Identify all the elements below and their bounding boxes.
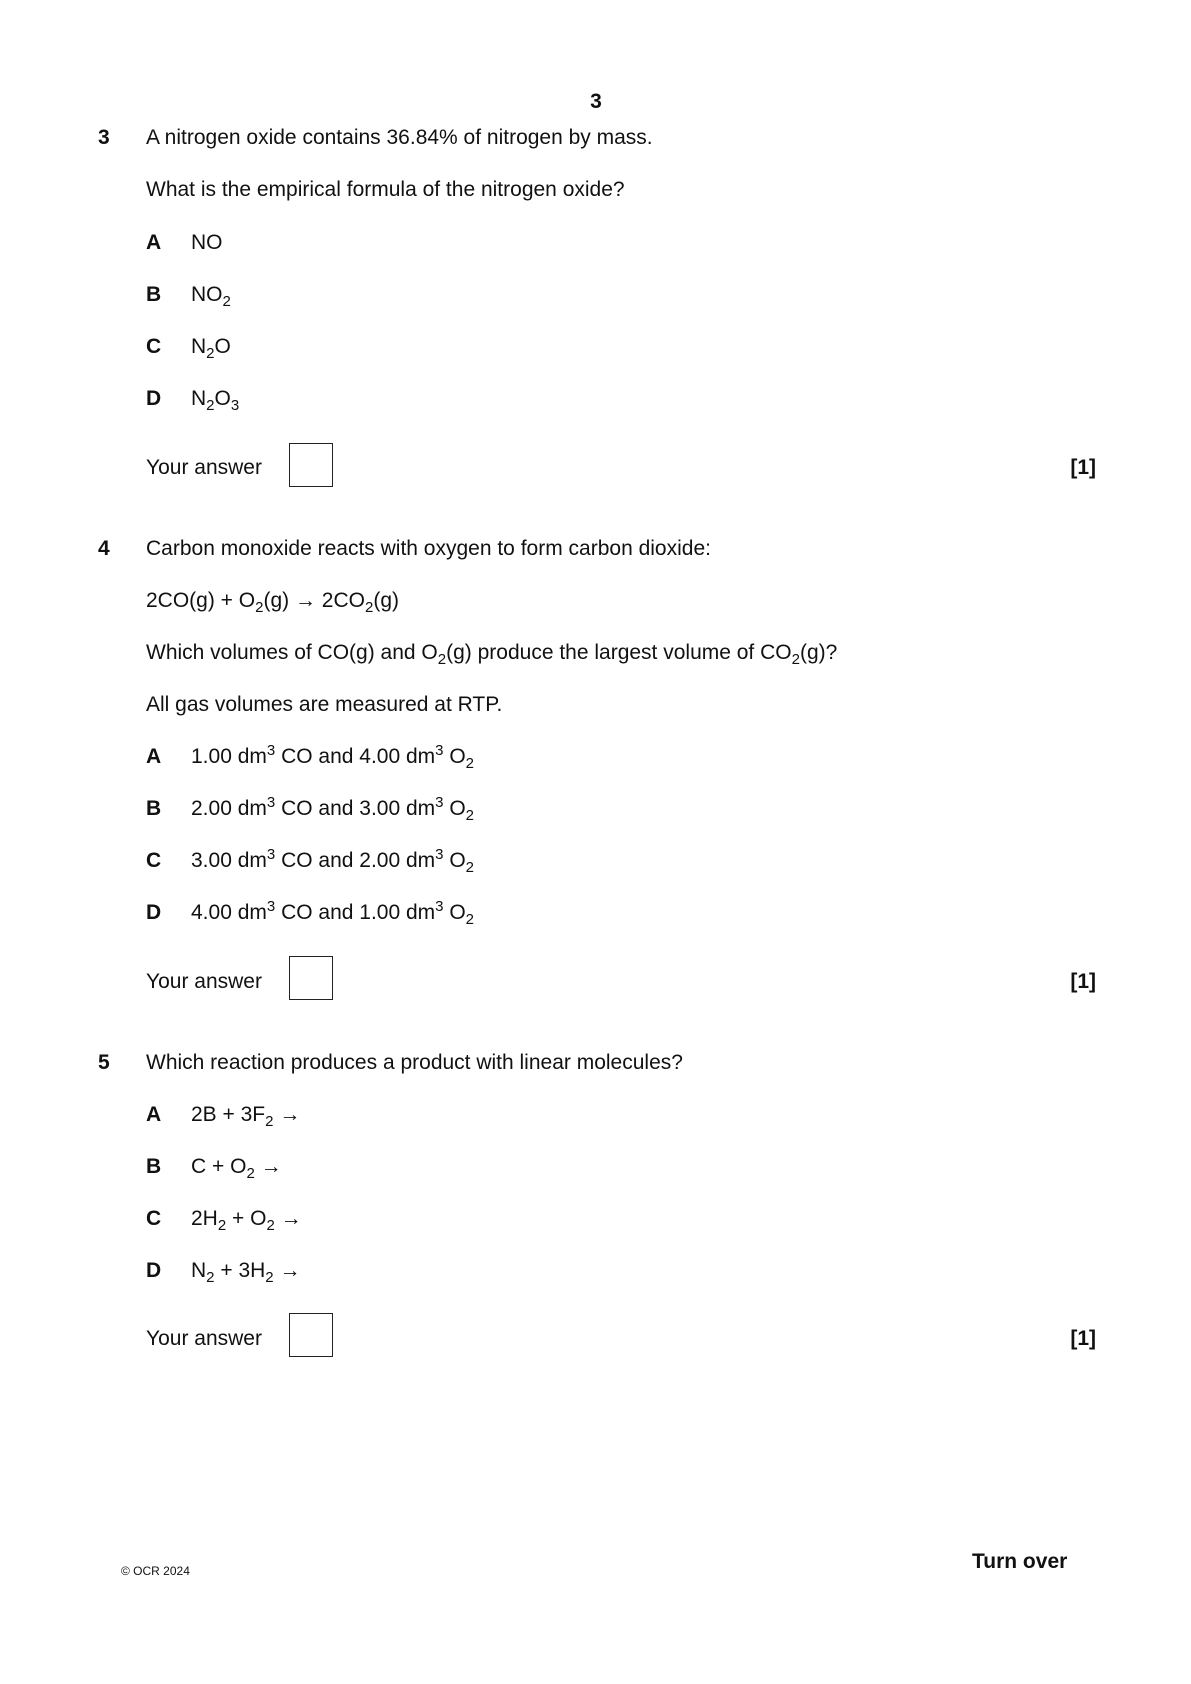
text-fragment: All gas volumes are measured at RTP.	[146, 693, 503, 716]
text-fragment: O	[443, 797, 466, 820]
text-fragment: (g)?	[799, 641, 838, 664]
page-number: 3	[590, 90, 602, 113]
option-text	[191, 1155, 282, 1182]
option-letter: B	[146, 283, 162, 306]
text-fragment: 3.00 dm	[191, 849, 267, 872]
superscript: 3	[435, 846, 444, 863]
question-stem	[146, 693, 502, 717]
option-text	[191, 1207, 302, 1234]
question-stem: A nitrogen oxide contains 36.84% of nitrogen by mass.	[146, 126, 653, 149]
subscript: 2	[206, 1269, 215, 1286]
option-letter: A	[146, 745, 162, 768]
answer-label: Your answer	[146, 970, 262, 993]
text-fragment: N	[191, 1259, 207, 1282]
marks: [1]	[1070, 456, 1096, 479]
text-fragment: 4.00 dm	[191, 901, 267, 924]
subscript: 2	[791, 651, 800, 668]
subscript: 2	[217, 1217, 227, 1234]
text-fragment: (g) → 2CO	[263, 589, 365, 612]
text-fragment: (g)	[373, 589, 399, 612]
text-fragment: NO	[191, 283, 223, 306]
option-text	[191, 794, 475, 824]
text-fragment: O	[443, 745, 466, 768]
option-letter: C	[146, 1207, 162, 1230]
text-fragment: →	[274, 1207, 302, 1230]
copyright-footer: © OCR 2024	[121, 1564, 190, 1578]
text-fragment: (g) produce the largest volume of CO	[446, 641, 792, 664]
text-fragment: →	[273, 1103, 301, 1126]
superscript: 3	[266, 898, 276, 915]
question-number: 5	[98, 1051, 110, 1074]
option-text	[191, 898, 475, 928]
text-fragment: 2.00 dm	[191, 797, 267, 820]
text-fragment: + O	[226, 1207, 267, 1230]
text-fragment: CO and 2.00 dm	[275, 849, 436, 872]
superscript: 3	[435, 898, 444, 915]
subscript: 2	[255, 599, 264, 616]
text-fragment: CO and 4.00 dm	[275, 745, 436, 768]
subscript: 2	[465, 859, 475, 876]
subscript: 2	[222, 293, 231, 310]
text-fragment: Carbon monoxide reacts with oxygen to form carbon dioxide:	[146, 537, 711, 560]
subscript: 2	[465, 911, 475, 928]
question-stem: Which reaction produces a product with linear molecules?	[146, 1051, 683, 1074]
marks: [1]	[1070, 1327, 1096, 1350]
option-text	[191, 1259, 301, 1286]
text-fragment: O	[443, 901, 466, 924]
option-letter: A	[146, 231, 162, 254]
subscript: 3	[230, 397, 240, 414]
question-number: 3	[98, 126, 110, 149]
text-fragment: CO and 1.00 dm	[275, 901, 436, 924]
text-fragment: + 3H	[214, 1259, 266, 1282]
option-letter: D	[146, 901, 162, 924]
option-text	[191, 231, 223, 255]
text-fragment: CO and 3.00 dm	[275, 797, 436, 820]
subscript: 2	[206, 397, 215, 414]
option-text	[191, 846, 475, 876]
superscript: 3	[435, 742, 444, 759]
text-fragment: O	[443, 849, 466, 872]
subscript: 2	[465, 807, 475, 824]
text-fragment: 2B + 3F	[191, 1103, 266, 1126]
marks: [1]	[1070, 970, 1096, 993]
turn-over-footer: Turn over	[972, 1550, 1068, 1573]
subscript: 2	[364, 599, 374, 616]
equation	[146, 589, 399, 616]
text-fragment: O	[214, 335, 231, 358]
option-text	[191, 387, 240, 414]
question-number: 4	[98, 537, 110, 560]
text-fragment: N	[191, 335, 207, 358]
subscript: 2	[266, 1217, 275, 1234]
superscript: 3	[266, 794, 276, 811]
text-fragment: N	[191, 387, 207, 410]
answer-label: Your answer	[146, 1327, 262, 1350]
option-letter: D	[146, 387, 162, 410]
question-stem	[146, 641, 838, 668]
option-text	[191, 742, 475, 772]
text-fragment: →	[273, 1259, 301, 1282]
subscript: 2	[437, 651, 447, 668]
text-fragment: NO	[191, 231, 223, 254]
option-letter: B	[146, 797, 162, 820]
question-stem: What is the empirical formula of the nitrogen oxide?	[146, 178, 625, 201]
text-fragment: C + O	[191, 1155, 247, 1178]
answer-box[interactable]	[289, 1313, 333, 1357]
subscript: 2	[206, 345, 215, 362]
subscript: 2	[265, 1269, 274, 1286]
text-fragment: →	[254, 1155, 282, 1178]
superscript: 3	[435, 794, 444, 811]
subscript: 2	[265, 1113, 274, 1130]
answer-box[interactable]	[289, 443, 333, 487]
text-fragment: 2H	[191, 1207, 218, 1230]
option-letter: A	[146, 1103, 162, 1126]
option-letter: B	[146, 1155, 162, 1178]
option-letter: C	[146, 849, 162, 872]
option-letter: D	[146, 1259, 162, 1282]
text-fragment: O	[214, 387, 231, 410]
subscript: 2	[246, 1165, 255, 1182]
text-fragment: 1.00 dm	[191, 745, 267, 768]
text-fragment: Which volumes of CO(g) and O	[146, 641, 438, 664]
option-text	[191, 1103, 301, 1130]
text-fragment: 2CO(g) + O	[146, 589, 256, 612]
option-text	[191, 335, 231, 362]
subscript: 2	[465, 755, 475, 772]
answer-label: Your answer	[146, 456, 262, 479]
answer-box[interactable]	[289, 956, 333, 1000]
superscript: 3	[266, 742, 276, 759]
question-stem	[146, 537, 711, 561]
option-letter: C	[146, 335, 162, 358]
option-text	[191, 283, 231, 310]
superscript: 3	[266, 846, 276, 863]
